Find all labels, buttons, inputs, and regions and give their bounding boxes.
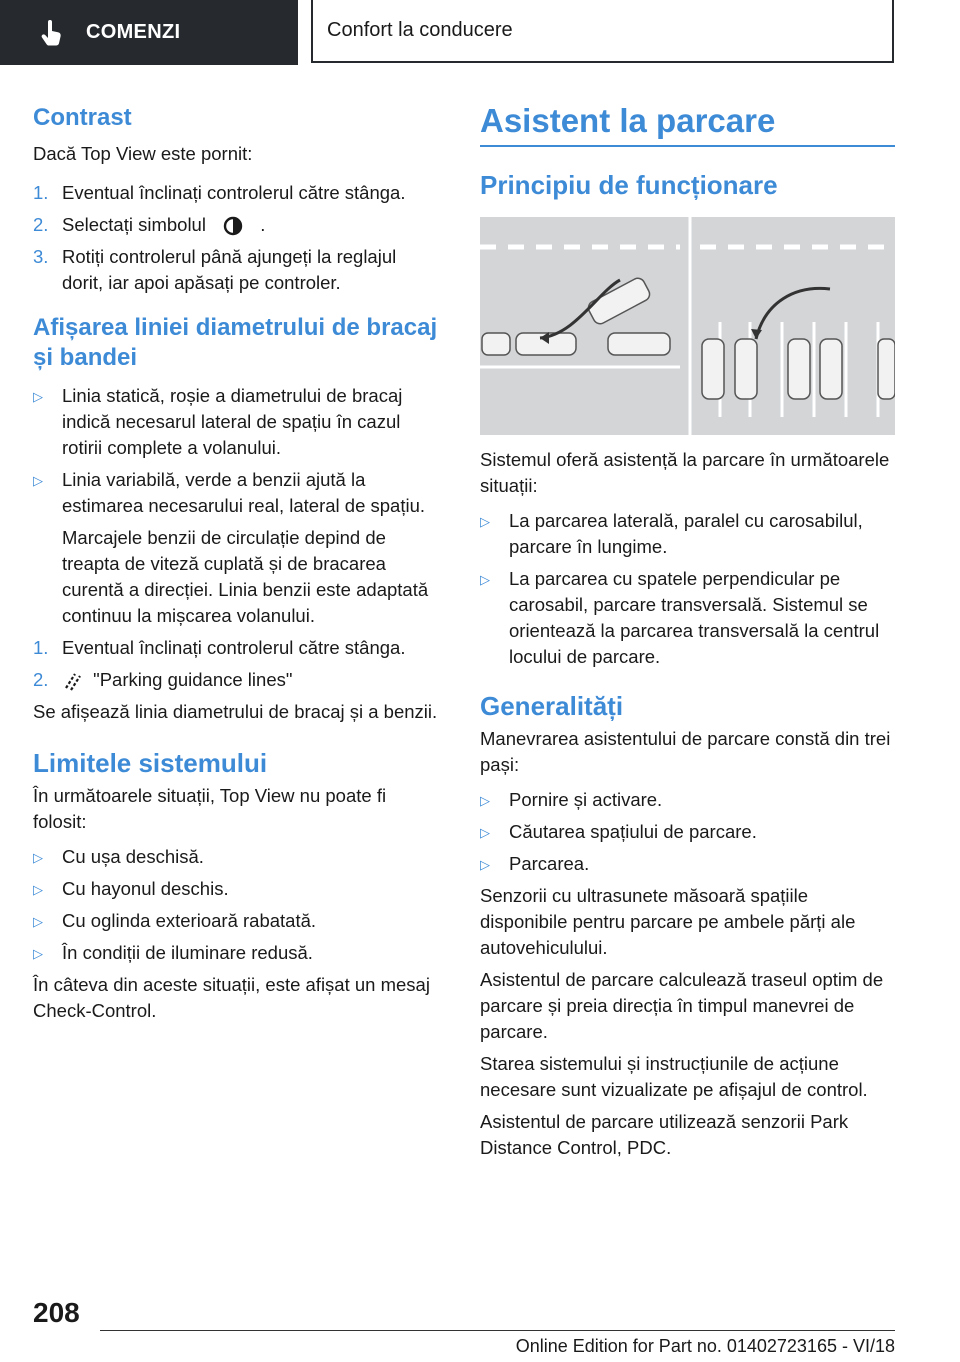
contrast-heading: Contrast bbox=[33, 104, 132, 131]
list-item: 1. Eventual înclinați controlerul către stânga. bbox=[33, 637, 406, 658]
limits-outro: În câteva din aceste situații, este afișat un mesaj Check-Control. bbox=[33, 974, 430, 1021]
limits-heading: Limitele sistemului bbox=[33, 748, 268, 778]
list-item: ▷ Parcarea. bbox=[480, 851, 895, 877]
limits-intro: În următoarele situații, Top View nu poate fi folosit: bbox=[33, 785, 387, 832]
triangle-right-icon: ▷ bbox=[33, 850, 43, 865]
display-lines-heading: Afișarea liniei diametrului de bracaj și bandei bbox=[33, 314, 438, 371]
list-item: ▷ Cu oglinda exterioară rabatată. bbox=[33, 908, 438, 934]
triangle-right-icon: ▷ bbox=[480, 857, 490, 872]
list-item: ▷ La parcarea laterală, paralel cu carosabilul, parcare în lungime. bbox=[480, 510, 863, 557]
heading-rule bbox=[480, 145, 895, 147]
display-lines-outro: Se afișează linia diametrului de bracaj și a benzii. bbox=[33, 701, 438, 722]
list-item: ▷ Căutarea spațiului de parcare. bbox=[480, 819, 895, 845]
chapter-tab[interactable] bbox=[0, 0, 298, 65]
triangle-right-icon: ▷ bbox=[33, 389, 43, 404]
section-header bbox=[311, 0, 894, 63]
list-item: 2. Selectați simbolul . bbox=[33, 212, 438, 238]
left-column bbox=[33, 100, 438, 1024]
display-lines-note: Marcajele benzii de circulație depind de treapta de viteză cuplată și de bracarea curentă a direcției. Linia benzii este adaptată continuu la mișcarea volanului. bbox=[62, 527, 429, 626]
parking-assistant-heading: Asistent la parcare bbox=[480, 102, 776, 139]
general-intro: Manevrarea asistentului de parcare constă din trei pași: bbox=[480, 728, 891, 775]
list-item: ▷ Pornire și activare. bbox=[480, 787, 895, 813]
list-item: ▷ Cu hayonul deschis. bbox=[33, 876, 438, 902]
triangle-right-icon: ▷ bbox=[480, 793, 490, 808]
section-title: Confort la conducere bbox=[327, 19, 513, 41]
list-item: 2. "Parking guidance lines" bbox=[33, 667, 438, 693]
general-paragraph: Asistentul de parcare calculează traseul optim de parcare și preia direcția în timpul manevrei de parcare. bbox=[480, 969, 884, 1042]
parking-illustration bbox=[480, 217, 895, 435]
triangle-right-icon: ▷ bbox=[480, 514, 490, 529]
list-item: ▷ Linia statică, roșie a diametrului de bracaj indică necesarul lateral de spațiu în cazul rotirii complete a volanului. bbox=[33, 385, 403, 458]
list-item: ▷ În condiții de iluminare redusă. bbox=[33, 940, 438, 966]
triangle-right-icon: ▷ bbox=[33, 473, 43, 488]
general-paragraph: Senzorii cu ultrasunete măsoară spațiile disponibile pentru parcare pe ambele părți ale autovehiculului. bbox=[480, 885, 856, 958]
right-column bbox=[480, 100, 895, 1161]
page-number: 208 bbox=[33, 1297, 80, 1328]
principle-intro: Sistemul oferă asistență la parcare în următoarele situații: bbox=[480, 449, 890, 496]
list-item: ▷ Linia variabilă, verde a benzii ajută la estimarea necesarului real, lateral de spațiu. bbox=[33, 469, 425, 516]
list-item: ▷ Cu ușa deschisă. bbox=[33, 844, 438, 870]
hand-pointer-icon bbox=[38, 19, 66, 47]
triangle-right-icon: ▷ bbox=[480, 825, 490, 840]
triangle-right-icon: ▷ bbox=[480, 572, 490, 587]
list-item: 3. Rotiți controlerul până ajungeți la reglajul dorit, iar apoi apăsați pe controler. bbox=[33, 246, 397, 293]
contrast-icon bbox=[211, 215, 255, 237]
list-item: ▷ La parcarea cu spatele perpendicular pe carosabil, parcare transversală. Sistemul se orientează la parcarea transversală la centrul locului de parcare. bbox=[480, 568, 880, 667]
chapter-tab-label: COMENZI bbox=[86, 21, 181, 43]
triangle-right-icon: ▷ bbox=[33, 946, 43, 961]
triangle-right-icon: ▷ bbox=[33, 882, 43, 897]
general-heading: Generalități bbox=[480, 691, 624, 721]
footer-rule bbox=[100, 1330, 895, 1331]
edition-text: Online Edition for Part no. 01402723165 - VI/18 bbox=[515, 1336, 895, 1356]
general-paragraph: Starea sistemului și instrucțiunile de acțiune necesare sunt vizualizate pe afișajul de control. bbox=[480, 1053, 868, 1100]
triangle-right-icon: ▷ bbox=[33, 914, 43, 929]
parking-lines-icon bbox=[62, 670, 84, 692]
general-paragraph: Asistentul de parcare utilizează senzorii Park Distance Control, PDC. bbox=[480, 1111, 849, 1158]
list-item: 1. Eventual înclinați controlerul către stânga. bbox=[33, 182, 406, 203]
principle-heading: Principiu de funcționare bbox=[480, 170, 778, 200]
contrast-intro: Dacă Top View este pornit: bbox=[33, 143, 253, 164]
